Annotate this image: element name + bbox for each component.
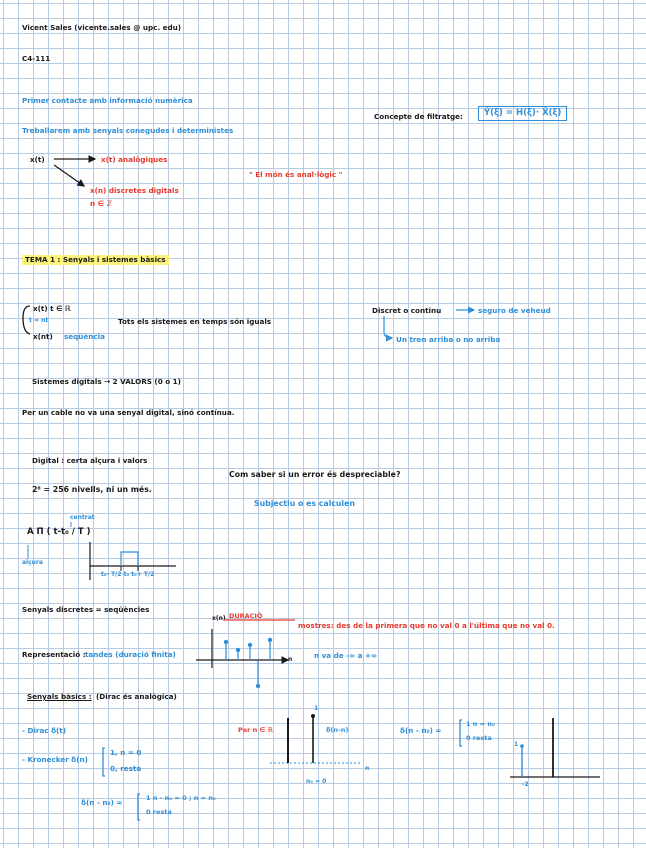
discret-arrows [384,310,474,338]
rect-axis-label: t₀- T/2 t₀ t₀+ T/2 [101,571,155,578]
subjective-note: Subjectiu o es calculen [254,499,355,508]
same-systems: Tots els sistemes en temps són iguals [118,317,272,326]
rect-pulse-plot [28,522,176,580]
xnt-label: x(nt) [33,332,53,341]
author-line: Vicent Sales (vicente.sales @ upc. edu) [22,23,182,32]
discrete-signals: Senyals discretes = seqüències [22,605,150,614]
analog-quote: " El món és anal·lògic " [249,170,343,179]
filter-formula: Ȳ(ξ) = H(ξ)· X̄(ξ) [478,106,567,121]
bottom-case-2: 0 resta [146,808,172,816]
tandes-label: tandes (duració finita) [85,650,176,659]
shift-lhs: δ(n - n₀) = [400,726,442,735]
delta-n-label: δ(n-n) [326,726,349,734]
discrete-label: x(n) discretes digitals [90,186,179,195]
filter-label: Concepte de filtratge: [374,112,463,121]
shift-case-2: 0 resta [466,734,492,742]
discrete-sequence-plot [196,620,295,688]
error-question: Com saber si un error és despreciable? [229,470,401,479]
kron-case-1: 1, n = 0 [110,748,142,757]
room-code: C4-111 [22,54,51,63]
kronecker-label: - Kronecker δ(n) [22,755,88,764]
shifted-delta-plot [510,718,600,777]
seguro-label: seguro de veheud [478,306,551,315]
t-eq: t = nt [29,317,49,324]
alcura-label: alçura [22,559,43,566]
bottom-brace [138,794,140,820]
un-tren-label: Un tren arriba o no arriba [396,335,501,344]
mostres-note: mostres: des de la primera que no val 0 a l'última que no val 0. [298,621,555,630]
xn-label: x(n) [212,615,226,622]
delta-plot [270,714,362,763]
dirac-note: (Dirac és analògica) [96,692,177,701]
intro-line-1: Primer contacte amb informació numèrica [22,96,193,105]
digital-def: Digital : certa alçura i valors [32,456,148,465]
kronecker-brace [103,748,105,776]
kron-case-2: 0, resta [110,764,142,773]
bottom-shift-lhs: δ(n - n₀) = [81,798,123,807]
discret-label: Discret o continu [372,306,442,315]
centrat-label: centrat [70,514,95,521]
basic-signals-title: Senyals bàsics : [27,692,92,701]
representacio-label: Representació : [22,650,86,659]
per-n-label: Per n ∈ ℝ [238,726,273,734]
levels-note: 2⁸ = 256 nivells, ni un més. [32,485,152,494]
shift-brace [460,720,462,746]
cable-note: Per un cable no va una senyal digital, sinó contínua. [22,408,235,417]
n-axis-label-2: n [365,765,370,772]
section-title: TEMA 1 : Senyals i sistemes bàsics [22,255,169,265]
rect-formula: A Π ( t-t₀ / T ) [27,527,91,537]
analog-label: x(t) analògiques [101,155,168,164]
dirac-label: - Dirac δ(t) [22,726,67,735]
duracio-label: DURACIÓ [229,612,263,620]
xt-arrows [54,159,95,186]
neg-two-label: -2 [522,781,529,788]
xt-label: x(t) [30,155,45,164]
sequencia-label: seqüència [64,332,105,341]
tema-brace [23,306,30,334]
n0-label: n₀ = 0 [306,778,327,785]
xt-real: x(t) t ∈ ℝ [33,304,71,313]
n-range: n va de -∞ a +∞ [314,651,378,660]
n-axis-label: n [288,656,293,663]
digital-systems: Sistemes digitals → 2 VALORS (0 o 1) [32,377,181,386]
bottom-case-1: 1 n - n₀ = 0 ; n = n₀ [146,794,216,802]
intro-line-2: Treballarem amb senyals conegudes i deterministes [22,126,234,135]
n-in-z-label: n ∈ ℤ [90,199,112,208]
amp-one-label: 1 [314,705,319,712]
shift-amp-label: 1 [514,741,519,748]
shift-case-1: 1 n = n₀ [466,720,495,728]
